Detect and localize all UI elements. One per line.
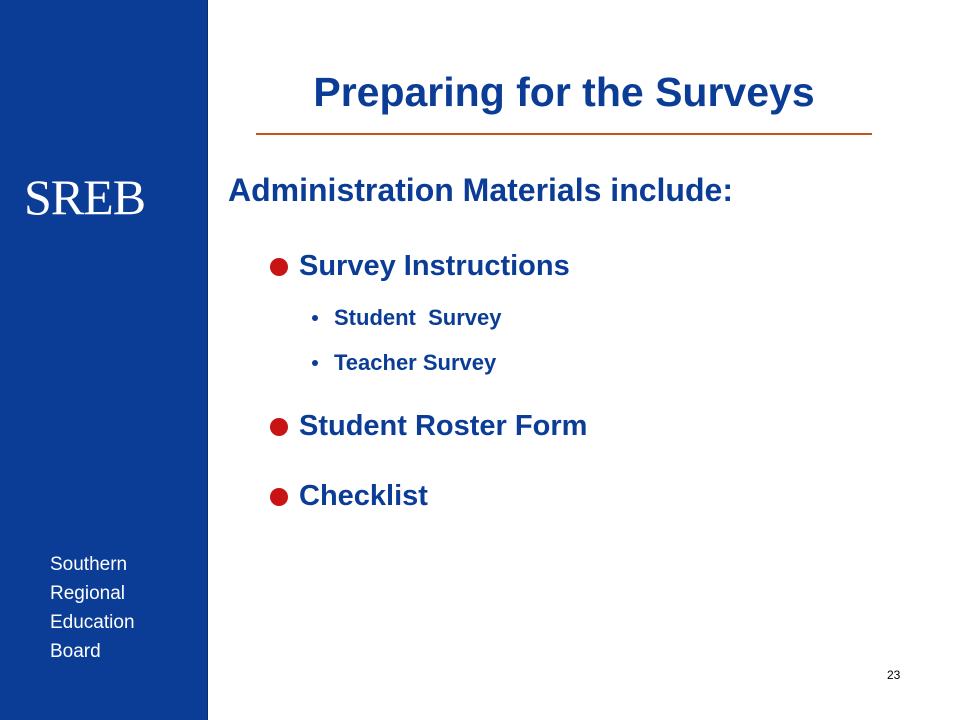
slide-title: Preparing for the Surveys [313, 69, 815, 115]
org-name-line: Regional [50, 583, 125, 604]
org-name-line: Board [50, 641, 101, 662]
bullet-item-label: Survey Instructions [299, 250, 570, 282]
organization-name [50, 550, 135, 666]
sreb-logo: SREB [24, 169, 146, 225]
title-underline [256, 133, 872, 135]
bullet-dot-icon [270, 418, 288, 436]
sub-bullet-label: Student Survey [334, 305, 502, 330]
sub-bullet-label: Teacher Survey [334, 350, 497, 375]
org-name-line: Southern [50, 554, 128, 575]
bullet-item-label: Student Roster Form [299, 410, 588, 442]
small-bullet-icon [312, 360, 318, 366]
sub-bullet-item-student-survey [312, 305, 501, 331]
slide-subtitle: Administration Materials include: [228, 172, 733, 208]
bullet-item-student-roster-form [270, 410, 587, 443]
sub-bullet-item-teacher-survey [312, 350, 496, 376]
sidebar [0, 0, 208, 720]
bullet-item-label: Checklist [299, 480, 428, 512]
org-name-line: Education [50, 612, 135, 633]
bullet-item-checklist [270, 480, 428, 513]
bullet-dot-icon [270, 258, 288, 276]
sidebar-divider [207, 0, 208, 720]
page-number: 23 [887, 668, 901, 682]
small-bullet-icon [312, 315, 318, 321]
bullet-item-survey-instructions [270, 250, 570, 283]
bullet-dot-icon [270, 488, 288, 506]
